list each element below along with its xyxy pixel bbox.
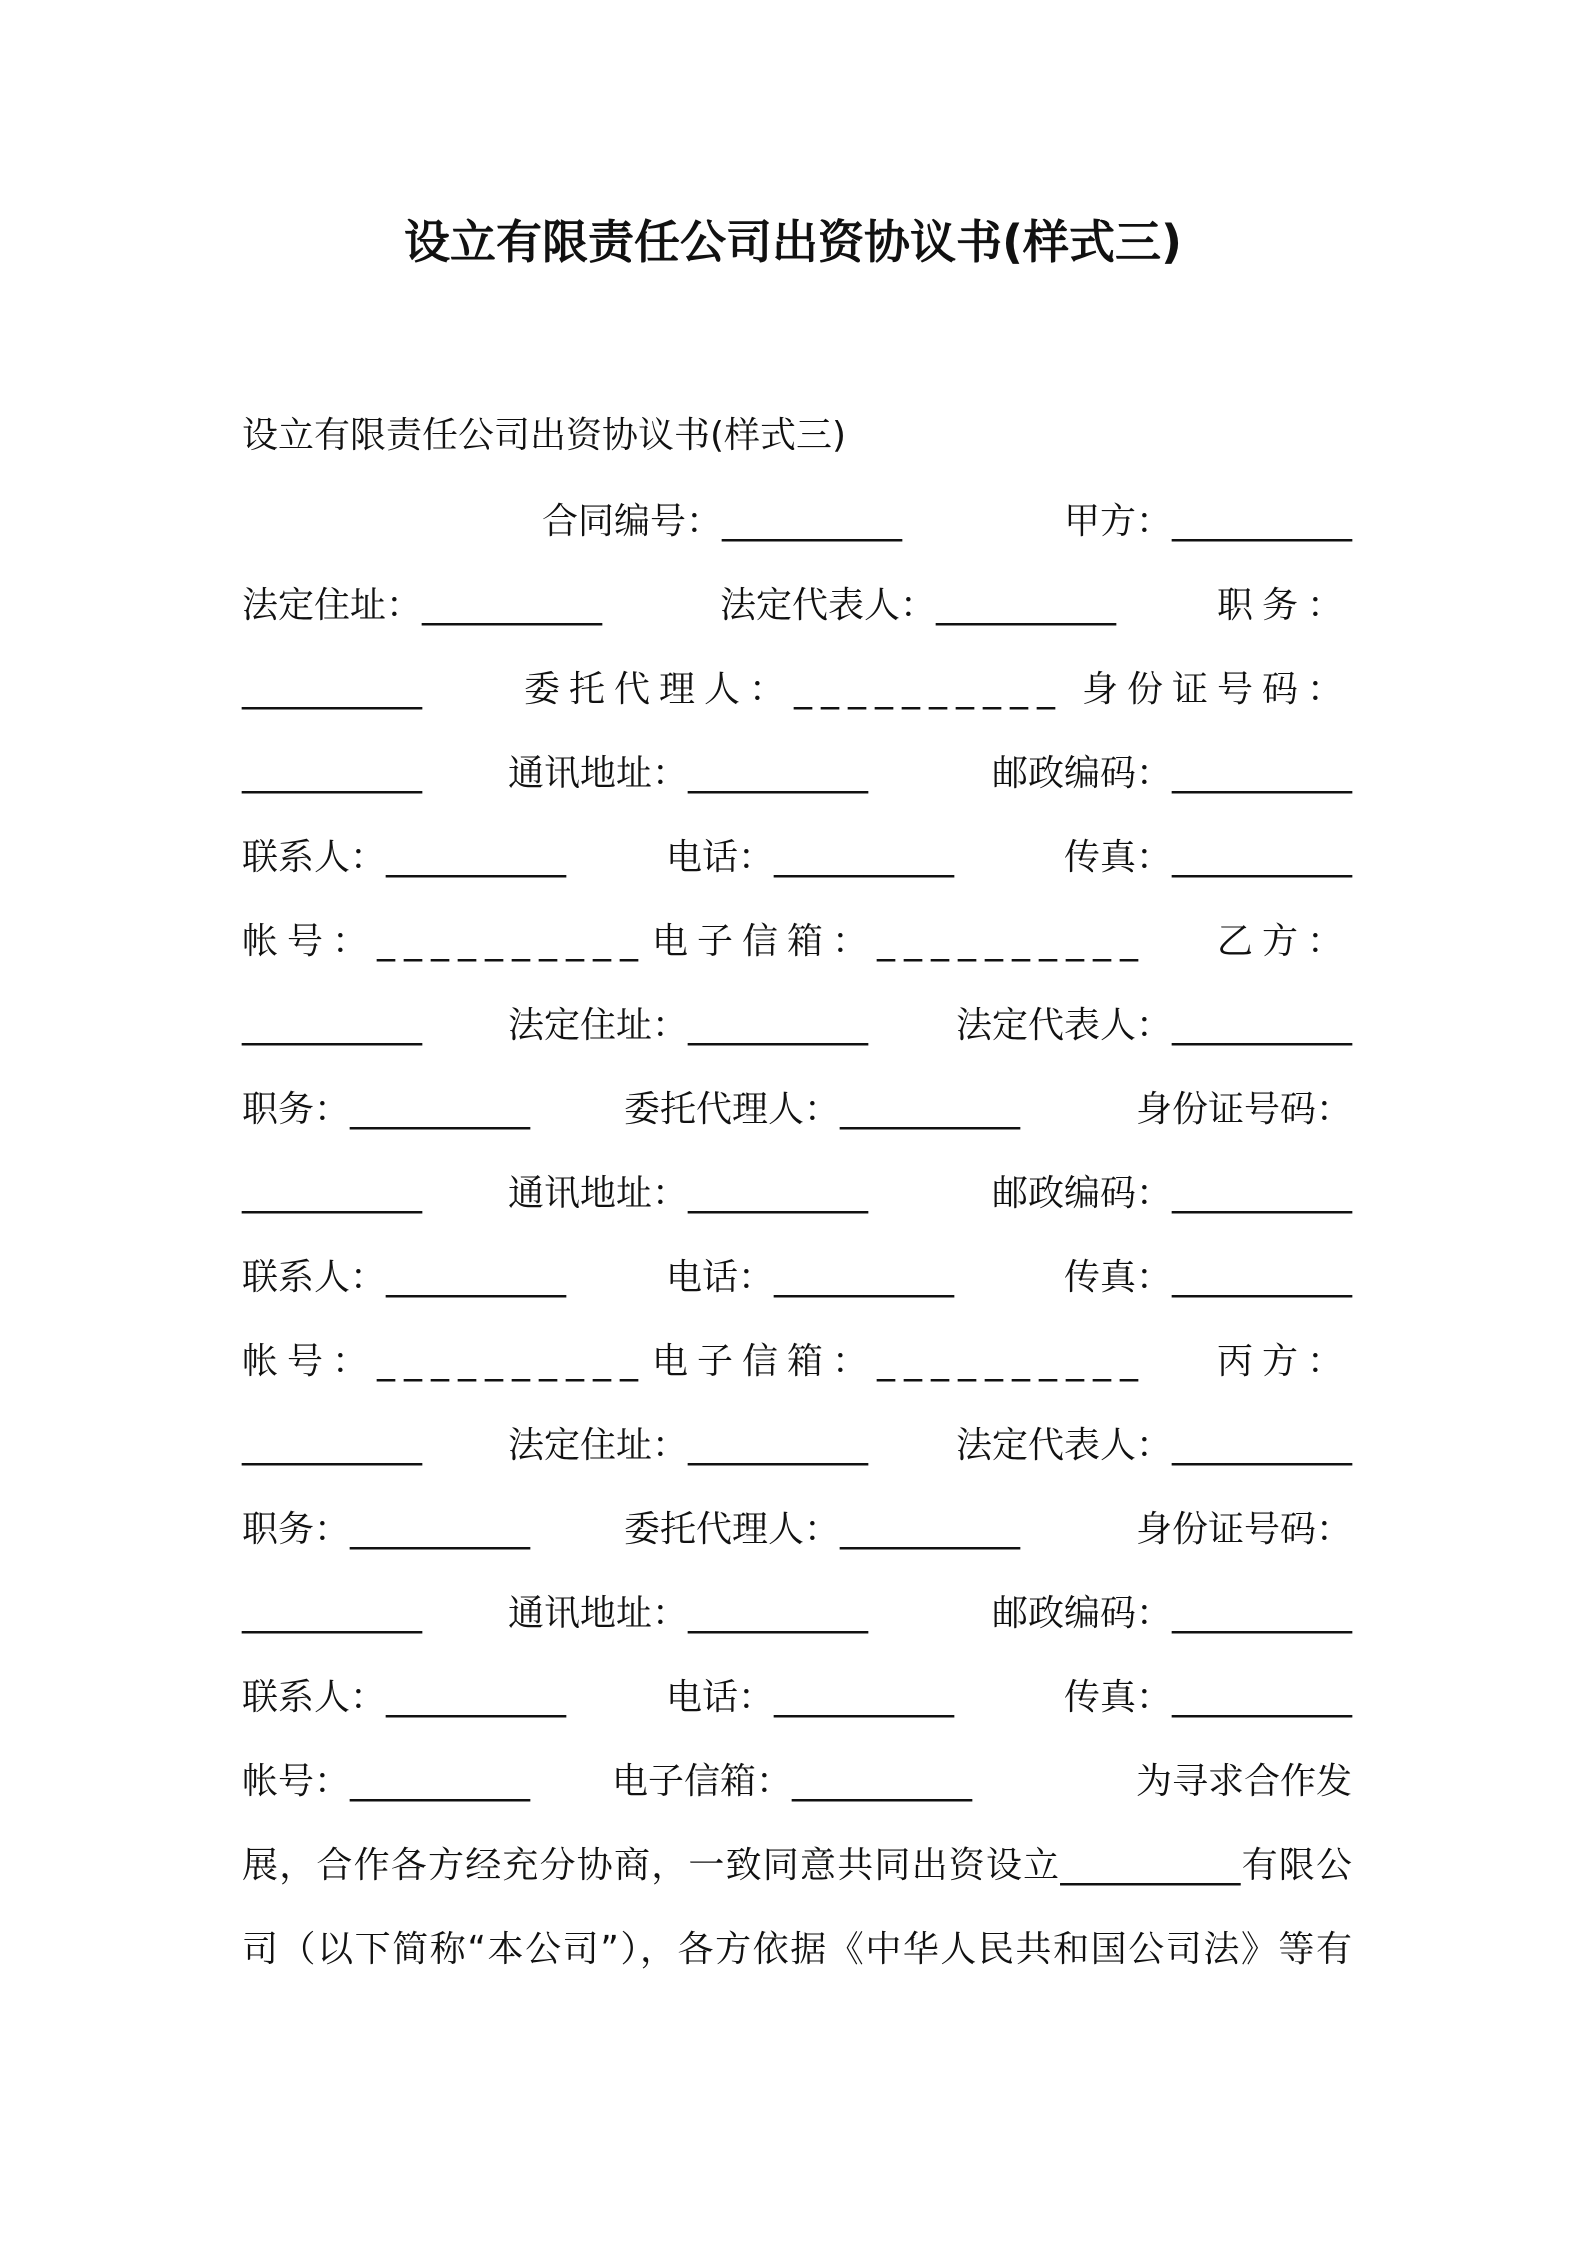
party-b-mail-address-field: 通讯地址：__________ xyxy=(508,1173,869,1214)
form-row-a-mail xyxy=(242,748,1352,800)
party-b-id-blank: __________ xyxy=(242,1173,422,1214)
party-a-phone-field: 电话：__________ xyxy=(666,837,955,878)
form-row-b-position xyxy=(242,1084,1352,1136)
party-b-id-label: 身份证号码： xyxy=(1135,1089,1352,1130)
form-row-b-address xyxy=(242,1000,1352,1052)
body-text-start: 为寻求合作发 xyxy=(1135,1761,1352,1802)
party-b-legal-rep-field: 法定代表人：__________ xyxy=(955,1005,1352,1046)
body-paragraph-line: 司（以下简称“本公司”），各方依据《中华人民共和国公司法》等有 xyxy=(242,1929,1352,1970)
party-a-field: 甲方：__________ xyxy=(1063,501,1352,542)
party-c-id-label: 身份证号码： xyxy=(1135,1509,1352,1550)
form-row-b-mail xyxy=(242,1168,1352,1220)
form-row-b-account xyxy=(242,1336,1352,1388)
party-c-label: 丙方： xyxy=(1216,1341,1352,1382)
contract-number-field: 合同编号：__________ xyxy=(542,501,903,542)
document-subtitle: 设立有限责任公司出资协议书(样式三) xyxy=(242,415,847,456)
party-a-position-blank: __________ xyxy=(242,669,422,710)
form-row-b-contact xyxy=(242,1252,1352,1304)
party-b-email-field: 电子信箱：__________ xyxy=(652,1341,1148,1382)
party-c-position-field: 职务：__________ xyxy=(242,1509,531,1550)
party-a-fax-field: 传真：__________ xyxy=(1063,837,1352,878)
party-c-fax-field: 传真：__________ xyxy=(1063,1677,1352,1718)
party-a-id-label: 身份证号码： xyxy=(1081,669,1352,710)
party-c-legal-rep-field: 法定代表人：__________ xyxy=(955,1425,1352,1466)
form-row-c-position xyxy=(242,1504,1352,1556)
party-b-address-field: 法定住址：__________ xyxy=(508,1005,869,1046)
party-a-position-label: 职务： xyxy=(1216,585,1352,626)
form-row-a-agent xyxy=(242,664,1352,716)
body-paragraph-line: 展，合作各方经充分协商，一致同意共同出资设立__________有限公 xyxy=(242,1845,1352,1886)
form-row-a-address xyxy=(242,580,1352,632)
party-b-position-field: 职务：__________ xyxy=(242,1089,531,1130)
party-a-address-field: 法定住址：__________ xyxy=(242,585,603,626)
form-row-a-account xyxy=(242,916,1352,968)
party-b-label: 乙方： xyxy=(1216,921,1352,962)
form-row-c-contact xyxy=(242,1672,1352,1724)
party-c-phone-field: 电话：__________ xyxy=(666,1677,955,1718)
party-a-agent-field: 委托代理人：__________ xyxy=(524,669,1065,710)
form-row-c-account xyxy=(242,1756,1352,1808)
party-c-agent-field: 委托代理人：__________ xyxy=(624,1509,1021,1550)
party-b-phone-field: 电话：__________ xyxy=(666,1257,955,1298)
form-row-a-contact xyxy=(242,832,1352,884)
document-title: 设立有限责任公司出资协议书(样式三) xyxy=(403,215,1183,269)
party-a-id-blank: __________ xyxy=(242,753,422,794)
party-a-account-field: 帐号：__________ xyxy=(242,921,648,962)
party-c-blank: __________ xyxy=(242,1425,422,1466)
party-c-mail-address-field: 通讯地址：__________ xyxy=(508,1593,869,1634)
party-a-legal-rep-field: 法定代表人：__________ xyxy=(720,585,1117,626)
party-c-account-field: 帐号：__________ xyxy=(242,1761,531,1802)
party-c-postcode-field: 邮政编码：__________ xyxy=(991,1593,1352,1634)
party-a-email-field: 电子信箱：__________ xyxy=(652,921,1148,962)
form-row-c-mail xyxy=(242,1588,1352,1640)
party-b-agent-field: 委托代理人：__________ xyxy=(624,1089,1021,1130)
form-row-c-address xyxy=(242,1420,1352,1472)
party-c-id-blank: __________ xyxy=(242,1593,422,1634)
party-c-address-field: 法定住址：__________ xyxy=(508,1425,869,1466)
party-a-mail-address-field: 通讯地址：__________ xyxy=(508,753,869,794)
party-b-blank: __________ xyxy=(242,1005,422,1046)
form-row-contract xyxy=(242,496,1352,548)
party-a-contact-field: 联系人：__________ xyxy=(242,837,567,878)
party-b-account-field: 帐号：__________ xyxy=(242,1341,648,1382)
party-b-contact-field: 联系人：__________ xyxy=(242,1257,567,1298)
party-a-postcode-field: 邮政编码：__________ xyxy=(991,753,1352,794)
party-b-fax-field: 传真：__________ xyxy=(1063,1257,1352,1298)
party-c-email-field: 电子信箱：__________ xyxy=(612,1761,973,1802)
party-b-postcode-field: 邮政编码：__________ xyxy=(991,1173,1352,1214)
party-c-contact-field: 联系人：__________ xyxy=(242,1677,567,1718)
